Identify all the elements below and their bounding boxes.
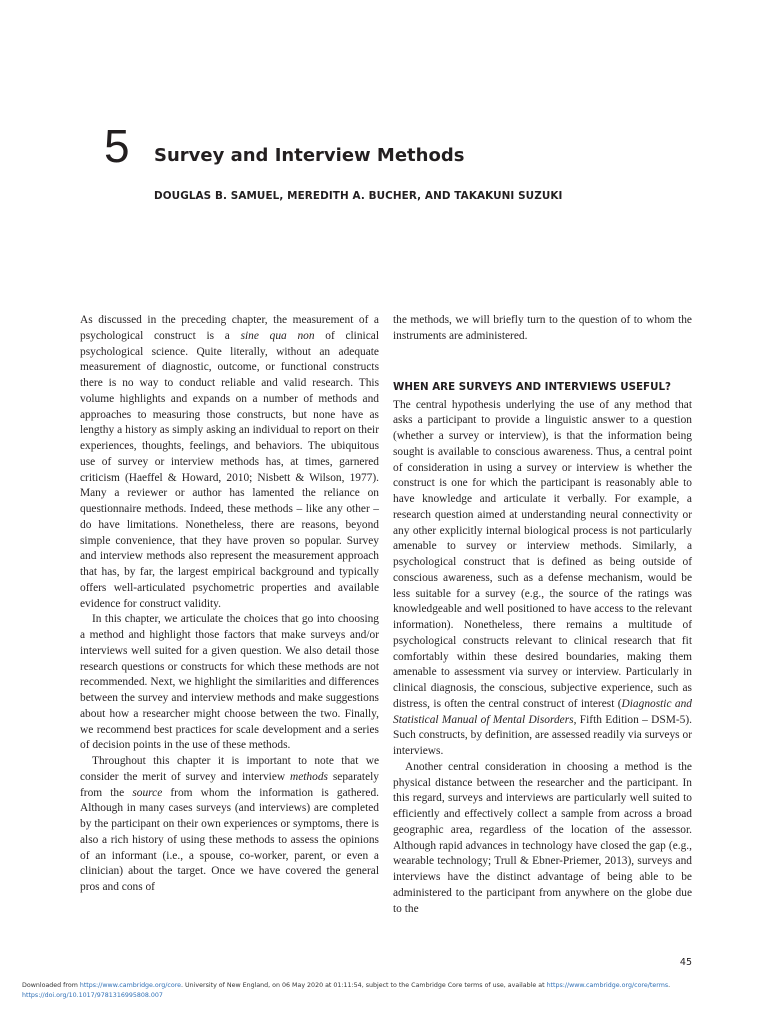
text-run: from whom the information is gathered. Although in many cases surveys (and interviews) are completed by the participant on their own experiences or symptoms, there is also a rich history of using these methods to assess the opinions of an informant (i.e., a spouse, co-worker, parent, or even a clinician) about the target. Once we have covered the general pros and cons of (80, 786, 379, 893)
section-heading: WHEN ARE SURVEYS AND INTERVIEWS USEFUL? (393, 380, 671, 393)
chapter-authors: DOUGLAS B. SAMUEL, MEREDITH A. BUCHER, AND TAKAKUNI SUZUKI (154, 190, 563, 202)
italic-title: Diagnostic and Statistical Manual of Mental Disorders (393, 697, 692, 726)
paragraph-physical-distance: Another central consideration in choosing a method is the physical distance between the researcher and the participant. In this regard, surveys and interviews are particularly well suited to efficiently and effectively collect a sample from across a broad geographic area, regardless of the location of the assessor. Although rapid advances in technology have closed the gap (e.g., wearable technology; Trull & Ebner-Priemer, 2013), surveys and interviews have the distinct advantage of being able to be administered to the participant from anywhere on the globe due to the (393, 760, 692, 915)
text-run: of clinical psychological science. Quite literally, without an adequate measurement of diagnostic, outcome, or functional constructs there is no way to conduct reliable and valid research. This volume highlights and expands on a number of methods and approaches to measuring those constructs, but none have as lengthy a history as simply asking an individual to report on their experiences, thoughts, feelings, and behaviors. The ubiquitous use of survey or interview methods has, at times, garnered criticism (Haeffel & Howard, 2010; Nisbett & Wilson, 1977). Many a reviewer or author has lamented the reliance on questionnaire methods. Indeed, these methods – like any other – do have limitations. Nonetheless, there are reasons, beyond simple convenience, that they have proven so popular. Survey and interview methods also represent the measurement approach that has, by far, the largest empirical background and typically offers well-articulated psychometric properties and available evidence for construct validity. (80, 329, 379, 610)
download-footer (22, 981, 752, 1001)
core-link[interactable]: https://www.cambridge.org/core (79, 982, 182, 989)
chapter-number: 5 (104, 120, 130, 172)
paragraph-intro (80, 313, 379, 612)
chapter-title: Survey and Interview Methods (154, 145, 465, 166)
paragraph-methods-source (80, 754, 379, 896)
left-column (80, 313, 379, 896)
text-run: , Fifth Edition – DSM-5). Such constructs, by definition, are assessed readily via surveys or interviews. (393, 713, 692, 757)
footer-text: . University of New England, on 06 May 2020 at 01:11:54, subject to the Cambridge Core terms of use, available at (181, 982, 547, 989)
right-column (393, 313, 692, 917)
text-run: The central hypothesis underlying the use of any method that asks a participant to provide a linguistic answer to a question (whether a survey or interview), is that the information being sought is available to conscious awareness. Thus, a central point of consideration in using a survey or interview is whether the construct is one for which the participant is reasonably able to have knowledge and articulate it verbally. For example, a research question aimed at understanding neural connectivity or any other explicitly internal biological process is not particularly amenable to survey or interview methods. Similarly, a psychological construct that is defined as being outside of conscious awareness, such as a defense mechanism, would be less suitable for a survey (e.g., the source of the ratings was knowledgeable and well positioned to have access to the relevant information). Nonetheless, there remains a multitude of psychological constructs relevant to clinical research that fit comfortably within these desired boundaries, making them amenable to assessment via survey or interview. Particularly in clinical diagnosis, the conscious, subjective experience, such as distress, is often the central construct of interest ( (393, 398, 692, 710)
text-run: As discussed in the preceding chapter, the measurement of a psychological construct is a (80, 314, 379, 342)
footer-text: Downloaded from (22, 982, 80, 989)
text-run: separately from the (80, 770, 379, 799)
italic-term: source (132, 786, 163, 799)
italic-term: methods (289, 770, 328, 783)
text-run: Throughout this chapter it is important to note that we consider the merit of survey and interview (80, 755, 379, 783)
footer-text: . (668, 982, 671, 989)
doi-link[interactable]: https://doi.org/10.1017/9781316995808.007 (22, 992, 163, 999)
paragraph-overview: In this chapter, we articulate the choices that go into choosing a method and highlight those factors that make surveys and/or interviews well suited for a given question. We also detail those research questions or constructs for which these methods are not recommended. Next, we highlight the similarities and differences between the survey and interview methods and make suggestions about how a researcher might choose between the two. Finally, we recommend best practices for scale development and a series of decision points in the use of these methods. (80, 613, 379, 752)
page-number: 45 (679, 957, 692, 968)
terms-link[interactable]: https://www.cambridge.org/core/terms (546, 982, 669, 989)
italic-term: sine qua non (240, 329, 315, 342)
paragraph-central-hypothesis (393, 398, 692, 760)
paragraph-continued: the methods, we will briefly turn to the question of to whom the instruments are administered. (393, 314, 692, 342)
